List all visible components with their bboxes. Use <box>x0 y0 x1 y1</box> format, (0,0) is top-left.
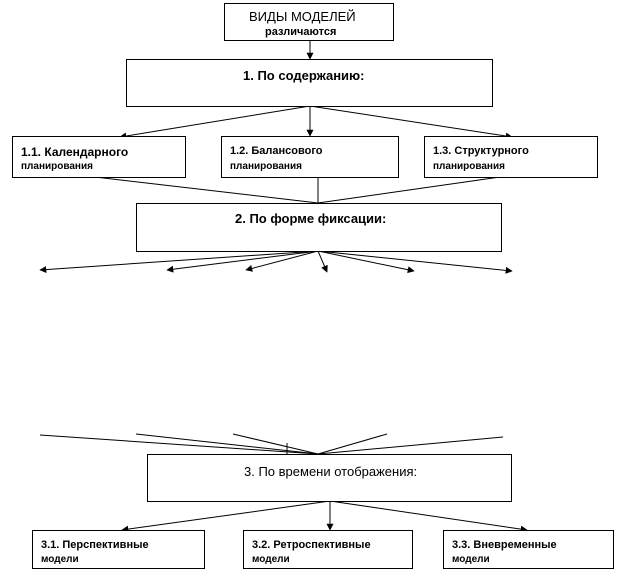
content-child-1-3-line2: планирования <box>433 161 505 172</box>
root-subtitle: различаются <box>265 26 337 38</box>
content-child-1-1 <box>12 136 186 178</box>
by-form-box <box>136 203 502 252</box>
content-child-1-1-line2: планирования <box>21 161 93 172</box>
by-content-title: 1. По содержанию: <box>243 68 365 83</box>
time-child-3-3 <box>443 530 614 569</box>
line-1-3-to-form <box>318 177 500 203</box>
time-child-3-1-line2: модели <box>41 554 79 565</box>
by-time-title: 3. По времени отображения: <box>244 464 418 479</box>
line-1-1-to-form <box>95 177 318 203</box>
arrow-form-1 <box>40 251 318 270</box>
arrow-content-to-1-3 <box>310 106 512 137</box>
time-child-3-1-line1: 3.1. Перспективные <box>41 539 149 551</box>
time-child-3-1 <box>32 530 205 569</box>
by-time-box <box>147 454 512 502</box>
arrow-form-5 <box>318 251 414 271</box>
root-box <box>224 3 394 41</box>
time-child-3-2 <box>243 530 413 569</box>
arrow-time-to-3-3 <box>330 501 527 530</box>
time-child-3-2-line1: 3.2. Ретроспективные <box>252 539 371 551</box>
time-child-3-2-line2: модели <box>252 554 290 565</box>
content-child-1-3 <box>424 136 598 178</box>
line-to-time-2 <box>136 434 318 454</box>
time-child-3-3-line2: модели <box>452 554 490 565</box>
by-form-title: 2. По форме фиксации: <box>235 211 387 226</box>
arrow-time-to-3-1 <box>122 501 330 530</box>
arrow-form-2 <box>167 251 318 270</box>
content-child-1-2-line2: планирования <box>230 161 302 172</box>
root-title: ВИДЫ МОДЕЛЕЙ <box>249 9 356 24</box>
arrow-content-to-1-1 <box>120 106 310 137</box>
arrow-form-4 <box>318 251 327 272</box>
content-child-1-2-line1: 1.2. Балансового <box>230 145 323 157</box>
content-child-1-2 <box>221 136 399 178</box>
by-content-box <box>126 59 493 107</box>
content-child-1-1-line1: 1.1. Календарного <box>21 145 129 159</box>
content-child-1-3-line1: 1.3. Структурного <box>433 145 529 157</box>
arrow-form-6 <box>318 251 512 271</box>
time-child-3-3-line1: 3.3. Вневременные <box>452 539 557 551</box>
